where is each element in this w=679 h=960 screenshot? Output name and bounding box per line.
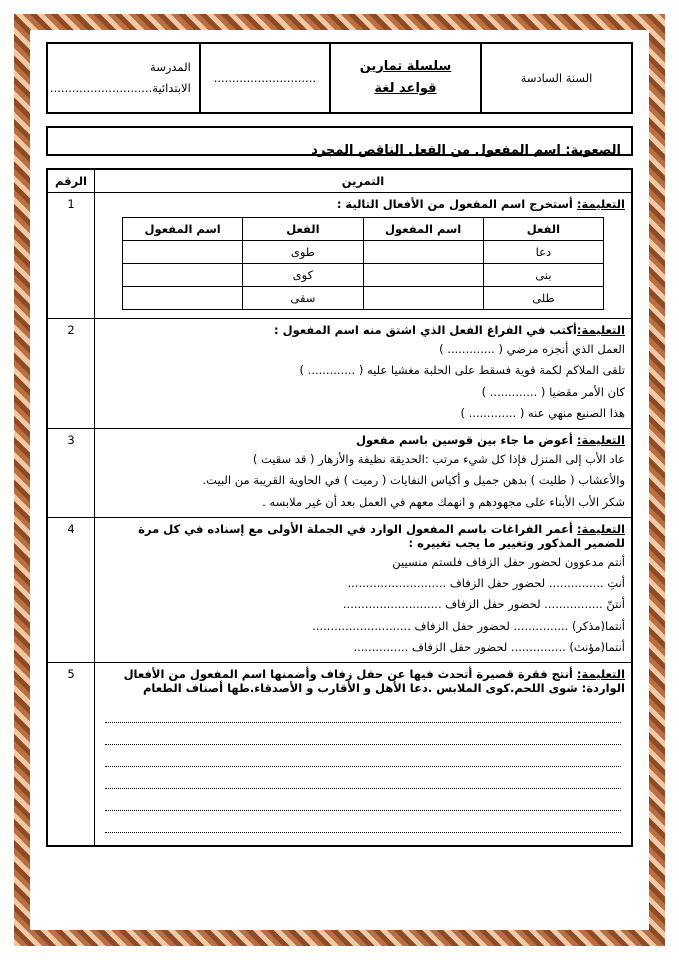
exercises-table bbox=[46, 168, 633, 847]
verbs-r0-c2: طوى bbox=[243, 241, 363, 264]
verbs-header-1: اسم المفعول bbox=[363, 218, 483, 241]
exercise-row-4 bbox=[47, 517, 632, 662]
school-name: المدرسة الابتدائية............................ bbox=[49, 60, 191, 95]
exercise-2-instruction-text: أكتب في الفراغ الفعل الذي اشتق منه اسم المفعول : bbox=[274, 323, 577, 337]
exercise-2-line-2: كان الأمر مقضيا ( ............. ) bbox=[481, 384, 625, 399]
header-dots-cell: ............................ bbox=[200, 43, 330, 113]
exercise-5-answer-area[interactable] bbox=[101, 695, 625, 841]
exercise-2-instruction bbox=[101, 323, 625, 337]
exercise-4-instruction-label: التعليمة: bbox=[576, 521, 625, 536]
verbs-r1-c2: كوى bbox=[243, 264, 363, 287]
answer-line[interactable] bbox=[105, 767, 621, 789]
table-header-row bbox=[47, 169, 632, 193]
verbs-r0-c0: دعا bbox=[483, 241, 603, 264]
verbs-r2-c2: سقى bbox=[243, 287, 363, 310]
exercise-2-line-0: العمل الذي أنجزه مرضي ( ............. ) bbox=[439, 342, 625, 356]
exercise-3-line-1: والأعشاب ( طليت ) بدهن جميل و أكياس النفايات ( رميت ) في الحاوية القريبة من البيت. bbox=[202, 473, 625, 488]
difficulty-box: الصعوبة: اسم المفعول من الفعل الناقص المجرد bbox=[46, 126, 633, 156]
exercise-row-5 bbox=[47, 663, 632, 847]
answer-line[interactable] bbox=[105, 745, 621, 767]
exercise-4-line-2[interactable]: أنتنّ ................ لحضور حفل الزفاف ........................... bbox=[342, 597, 625, 612]
answer-line[interactable] bbox=[105, 811, 621, 833]
exercise-4-lines bbox=[101, 550, 625, 658]
header-title-line2: قواعد لغة bbox=[374, 81, 437, 96]
exercise-3-lines bbox=[101, 447, 625, 513]
document-content bbox=[46, 42, 633, 847]
table-row bbox=[122, 241, 603, 264]
answer-line[interactable] bbox=[105, 723, 621, 745]
answer-line[interactable] bbox=[105, 789, 621, 811]
exercise-3-content bbox=[95, 429, 633, 518]
exercise-5-instruction-label: التعليمة: bbox=[576, 667, 625, 682]
exercise-1-instruction-label: التعليمة: bbox=[576, 197, 625, 211]
exercise-4-line-0: أنتم مدعوون لحضور حفل الزفاف فلستم منسيين bbox=[392, 554, 625, 569]
verbs-r2-c3[interactable] bbox=[122, 287, 242, 310]
exercise-2-content bbox=[95, 319, 633, 429]
verbs-header-row bbox=[122, 218, 603, 241]
exercise-5-instruction-text: أنتج فقرة قصيرة أتحدث فيها عن حفل زفاف وأضمنها اسم المفعول من الأفعال الواردة: شوى اللحم.كوى الملابس .دعا الأهل و الأقارب و الأصدقاء.طها أصناف الطعام bbox=[123, 667, 625, 696]
header-number-label: الرقم bbox=[47, 169, 95, 193]
header-exercise-label: التمرين bbox=[95, 169, 633, 193]
exercise-1-instruction bbox=[101, 197, 625, 211]
exercise-row-1 bbox=[47, 193, 632, 319]
exercise-2-lines bbox=[101, 337, 625, 424]
header-table bbox=[46, 42, 633, 114]
verbs-header-3: اسم المفعول bbox=[122, 218, 242, 241]
exercise-row-2 bbox=[47, 319, 632, 429]
exercise-1-number: 1 bbox=[47, 193, 95, 319]
header-title-cell bbox=[330, 43, 481, 113]
exercise-4-line-3[interactable]: أنتما(مذكر) ............... لحضور حفل الزفاف ........................... bbox=[312, 618, 625, 633]
exercise-5-number: 5 bbox=[47, 663, 95, 847]
exercise-4-line-4[interactable]: أنتما(مؤنث) ............... لحضور حفل الزفاف ............... bbox=[353, 639, 625, 654]
exercise-4-content bbox=[95, 517, 633, 662]
verbs-r1-c3[interactable] bbox=[122, 264, 242, 287]
exercise-row-3 bbox=[47, 429, 632, 518]
exercise-3-number: 3 bbox=[47, 429, 95, 518]
exercise-4-instruction bbox=[101, 522, 625, 550]
exercise-4-number: 4 bbox=[47, 517, 95, 662]
exercise-2-line-3: هذا الصنيع منهي عنه ( ............. ) bbox=[460, 405, 625, 420]
table-row bbox=[122, 264, 603, 287]
header-school-cell bbox=[47, 43, 200, 113]
verbs-r0-c3[interactable] bbox=[122, 241, 242, 264]
verbs-r2-c0: طلى bbox=[483, 287, 603, 310]
verbs-table bbox=[122, 217, 604, 310]
verbs-r2-c1[interactable] bbox=[363, 287, 483, 310]
exercise-3-line-0: عاد الأب إلى المنزل فإذا كل شيء مرتب :الحديقة نظيفة والأزهار ( قد سقيت ) bbox=[252, 452, 625, 467]
exercise-2-number: 2 bbox=[47, 319, 95, 429]
header-year-cell: السنة السادسة bbox=[481, 43, 632, 113]
exercise-2-line-1: تلقى الملاكم لكمة قوية فسقط على الحلبة مغشيا عليه ( ............. ) bbox=[299, 363, 625, 378]
exercise-3-instruction-label: التعليمة: bbox=[576, 433, 625, 448]
verbs-r1-c0: بنى bbox=[483, 264, 603, 287]
verbs-r0-c1[interactable] bbox=[363, 241, 483, 264]
table-row bbox=[122, 287, 603, 310]
exercise-3-instruction bbox=[101, 433, 625, 447]
verbs-header-2: الفعل bbox=[243, 218, 363, 241]
header-title-line1: سلسلة تمارين bbox=[359, 58, 452, 74]
exercise-4-instruction-text: أعمر الفراغات باسم المفعول الوارد في الجملة الأولى مع إسناده في كل مرة للضمير المذكور وتغيير ما يجب تغييره : bbox=[138, 521, 625, 550]
exercise-5-content bbox=[95, 663, 633, 847]
exercise-3-line-2: شكر الأب الأبناء على مجهودهم و انهمك معهم في العمل بعد أن غير ملابسه . bbox=[262, 494, 625, 509]
exercise-3-instruction-text: أعوض ما جاء بين قوسين باسم مفعول bbox=[355, 433, 577, 448]
answer-line[interactable] bbox=[105, 701, 621, 723]
exercise-5-instruction bbox=[101, 667, 625, 695]
verbs-header-0: الفعل bbox=[483, 218, 603, 241]
verbs-r1-c1[interactable] bbox=[363, 264, 483, 287]
exercise-2-instruction-label: التعليمة: bbox=[576, 323, 625, 337]
exercise-1-instruction-text: أستخرج اسم المفعول من الأفعال التالية : bbox=[336, 197, 577, 211]
exercise-1-content bbox=[95, 193, 633, 319]
exercise-4-line-1[interactable]: أنتِ ............... لحضور حفل الزفاف ........................... bbox=[347, 576, 625, 591]
